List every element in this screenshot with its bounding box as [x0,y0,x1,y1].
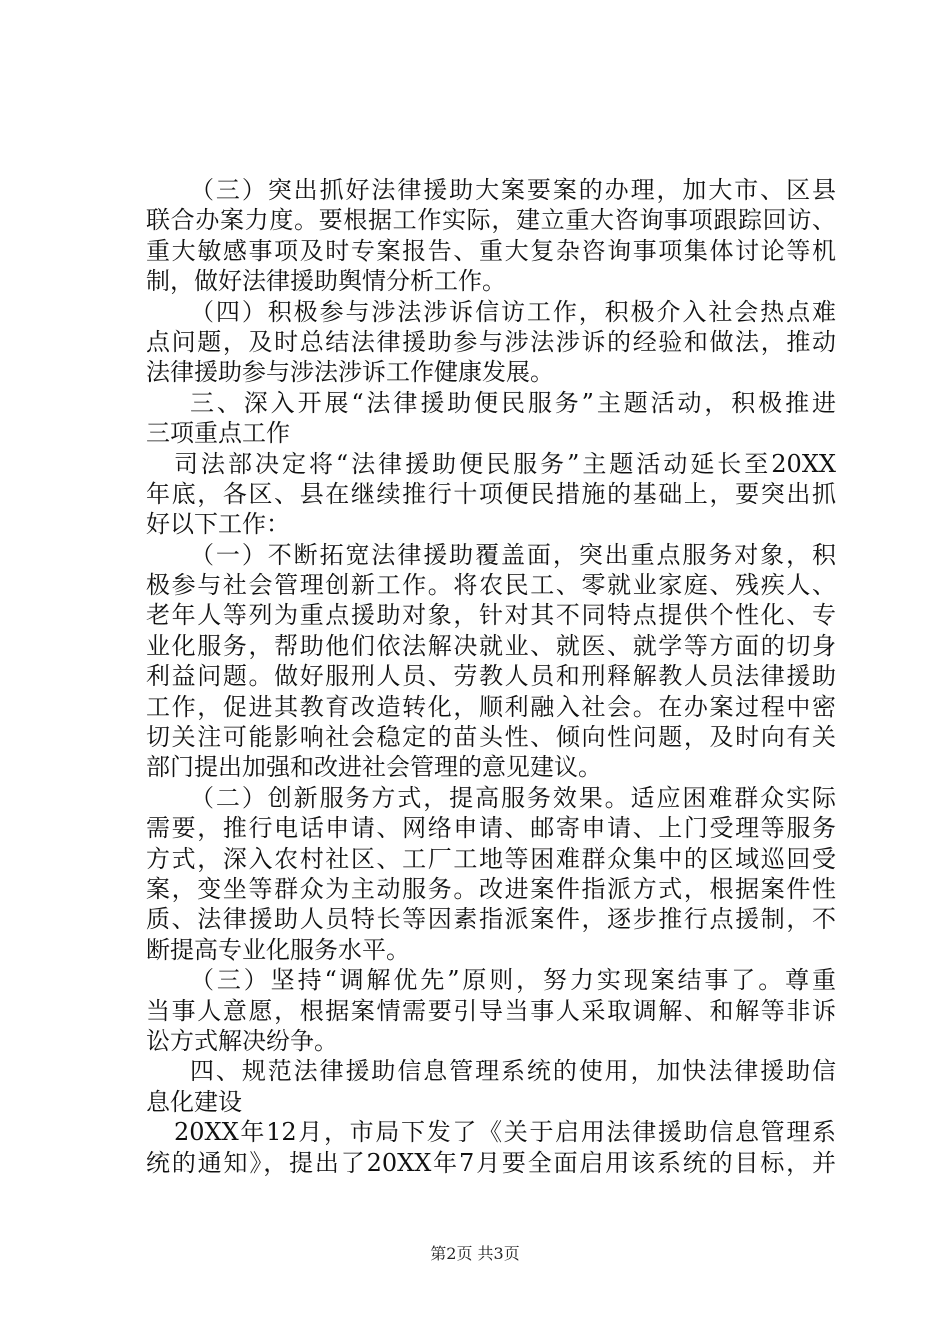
text-line: 好以下工作： [146,510,290,539]
text-line: 年底，各区、县在继续推行十项便民措施的基础上，要突出抓 [146,479,836,508]
text-line: （三）坚持“调解优先”原则，努力实现案结事了。尊重 [190,966,836,995]
text-line: 方式，深入农村社区、工厂工地等困难群众集中的区域巡回受 [146,844,836,873]
text-line: 联合办案力度。要根据工作实际，建立重大咨询事项跟踪回访、 [146,206,836,235]
text-line: 需要，推行电话申请、网络申请、邮寄申请、上门受理等服务 [146,814,836,843]
text-line: 制，做好法律援助舆情分析工作。 [146,267,506,296]
text-line: 讼方式解决纷争。 [146,1026,338,1055]
text-line: （一）不断拓宽法律援助覆盖面，突出重点服务对象，积 [190,540,836,569]
text-line: 当事人意愿，根据案情需要引导当事人采取调解、和解等非诉 [146,996,836,1025]
text-line: 法律援助参与涉法涉诉工作健康发展。 [146,358,554,387]
text-line: （二）创新服务方式，提高服务效果。适应困难群众实际 [190,783,836,812]
text-line: 统的通知》，提出了20XX年7月要全面启用该系统的目标，并 [146,1148,836,1177]
text-line: 质、法律援助人员特长等因素指派案件，逐步推行点援制，不 [146,905,836,934]
text-line: 断提高专业化服务水平。 [146,935,410,964]
text-line: 三、深入开展“法律援助便民服务”主题活动，积极推进 [190,388,836,417]
text-line: 三项重点工作 [146,419,290,448]
text-line: 利益问题。做好服刑人员、劳教人员和刑释解教人员法律援助 [146,662,836,691]
text-line: （三）突出抓好法律援助大案要案的办理，加大市、区县 [190,176,836,204]
text-line: 重大敏感事项及时专案报告、重大复杂咨询事项集体讨论等机 [146,236,836,265]
text-line: 业化服务，帮助他们依法解决就业、就医、就学等方面的切身 [146,631,836,660]
text-line: 息化建设 [146,1087,242,1116]
text-line: 切关注可能影响社会稳定的苗头性、倾向性问题，及时向有关 [146,723,836,752]
text-line: （四）积极参与涉法涉诉信访工作，积极介入社会热点难 [190,297,836,326]
text-line: 司法部决定将“法律援助便民服务”主题活动延长至20XX [174,449,836,478]
text-line: 极参与社会管理创新工作。将农民工、零就业家庭、残疾人、 [146,571,836,600]
text-line: 工作，促进其教育改造转化，顺利融入社会。在办案过程中密 [146,692,836,721]
text-line: 老年人等列为重点援助对象，针对其不同特点提供个性化、专 [146,601,836,630]
body-text [146,175,836,1178]
text-line: 四、规范法律援助信息管理系统的使用，加快法律援助信 [190,1057,836,1086]
text-line: 部门提出加强和改进社会管理的意见建议。 [146,753,602,782]
text-line: 点问题，及时总结法律援助参与涉法涉诉的经验和做法，推动 [146,327,836,356]
page-footer: 第2页 共3页 [430,1244,520,1263]
text-line: 案，变坐等群众为主动服务。改进案件指派方式，根据案件性 [146,874,836,903]
text-line: 20XX年12月，市局下发了《关于启用法律援助信息管理系 [174,1118,836,1147]
